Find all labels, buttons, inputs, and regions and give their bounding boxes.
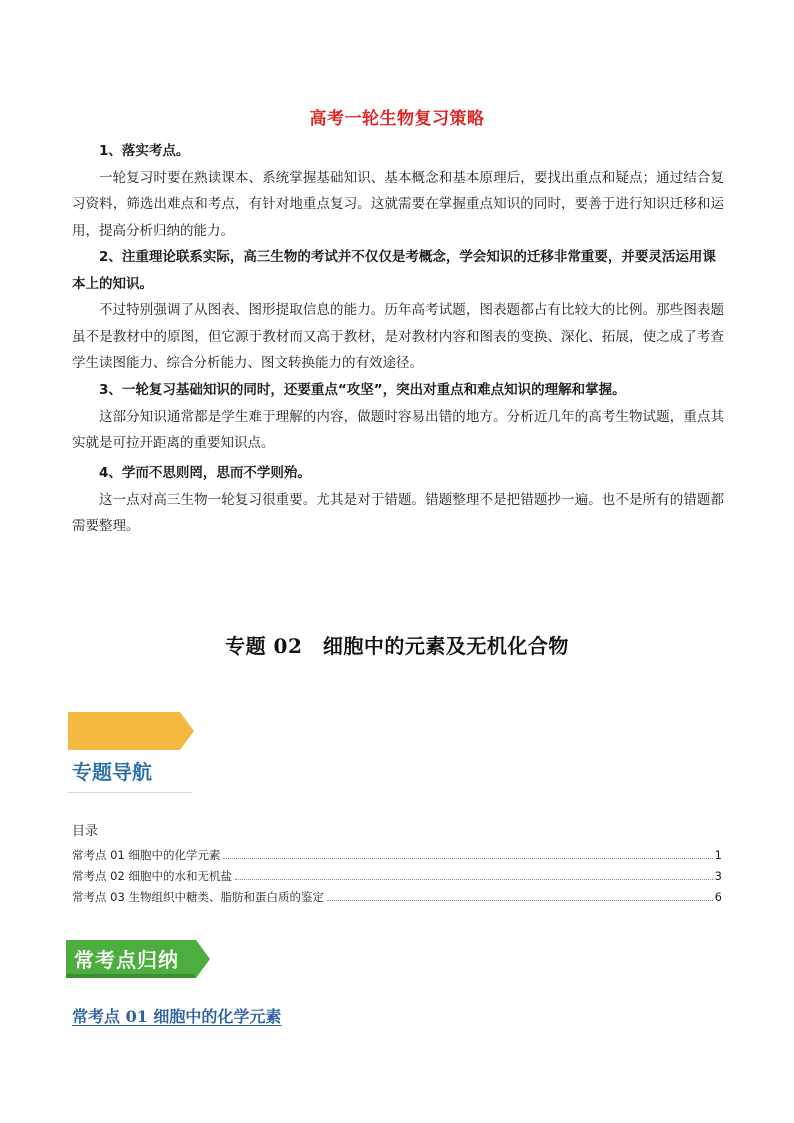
toc-leader-dots: [235, 879, 713, 880]
section-heading: 4、学而不思则罔，思而不学则殆。: [99, 465, 311, 481]
toc-heading: 目录: [72, 824, 99, 839]
toc-entry[interactable]: [72, 887, 722, 908]
strategy-section-2: [72, 244, 724, 377]
toc-entry-text: 常考点 03 生物组织中糖类、脂肪和蛋白质的鉴定: [72, 890, 324, 904]
toc-entry-page: 6: [714, 890, 722, 904]
toc-entry-page: 1: [714, 848, 722, 862]
nav-section-label: 专题导航: [72, 760, 152, 784]
section-heading: 2、注重理论联系实际，高三生物的考试并不仅仅是考概念，学会知识的迁移非常重要，并要灵活运用课本上的知识。: [72, 249, 716, 292]
nav-banner-shape: [68, 712, 194, 750]
table-of-contents: [72, 845, 722, 908]
strategy-section-1: [72, 138, 724, 244]
strategy-section-3: [72, 377, 724, 457]
nav-divider: [68, 792, 192, 793]
toc-entry[interactable]: [72, 845, 722, 866]
toc-entry-page: 3: [714, 869, 722, 883]
section-paragraph: 这一点对高三生物一轮复习很重要。尤其是对于错题。错题整理不是把错题抄一遍。也不是所有的错题都需要整理。: [72, 491, 724, 534]
toc-entry-text: 常考点 02 细胞中的水和无机盐: [72, 869, 232, 883]
point-01-title[interactable]: 常考点 01 细胞中的化学元素: [72, 1007, 282, 1026]
section-heading: 1、落实考点。: [99, 143, 190, 159]
strategy-section-4: [72, 460, 724, 540]
toc-leader-dots: [327, 900, 713, 901]
summary-section-label: 常考点归纳: [74, 948, 179, 972]
topic-title: 专题 02 细胞中的元素及无机化合物: [225, 634, 569, 658]
toc-leader-dots: [223, 858, 712, 859]
section-paragraph: 这部分知识通常都是学生难于理解的内容，做题时容易出错的地方。分析近几年的高考生物试题，重点其实就是可拉开距离的重要知识点。: [72, 408, 724, 451]
toc-entry[interactable]: [72, 866, 722, 887]
toc-entry-text: 常考点 01 细胞中的化学元素: [72, 848, 221, 862]
document-title: 高考一轮生物复习策略: [309, 109, 485, 129]
section-paragraph: 一轮复习时要在熟读课本、系统掌握基础知识、基本概念和基本原理后，要找出重点和疑点；通过结合复习资料，筛选出难点和考点，有针对地重点复习。这就需要在掌握重点知识的同时，要善于进行知识迁移和运用，提高分析归纳的能力。: [72, 169, 724, 239]
section-paragraph: 不过特别强调了从图表、图形提取信息的能力。历年高考试题，图表题都占有比较大的比例。那些图表题虽不是教材中的原图，但它源于教材而又高于教材，是对教材内容和图表的变换、深化、拓展，使之成了考查学生读图能力、综合分析能力、图文转换能力的有效途径。: [72, 302, 724, 371]
section-heading: 3、一轮复习基础知识的同时，还要重点“攻坚”，突出对重点和难点知识的理解和掌握。: [99, 382, 626, 398]
